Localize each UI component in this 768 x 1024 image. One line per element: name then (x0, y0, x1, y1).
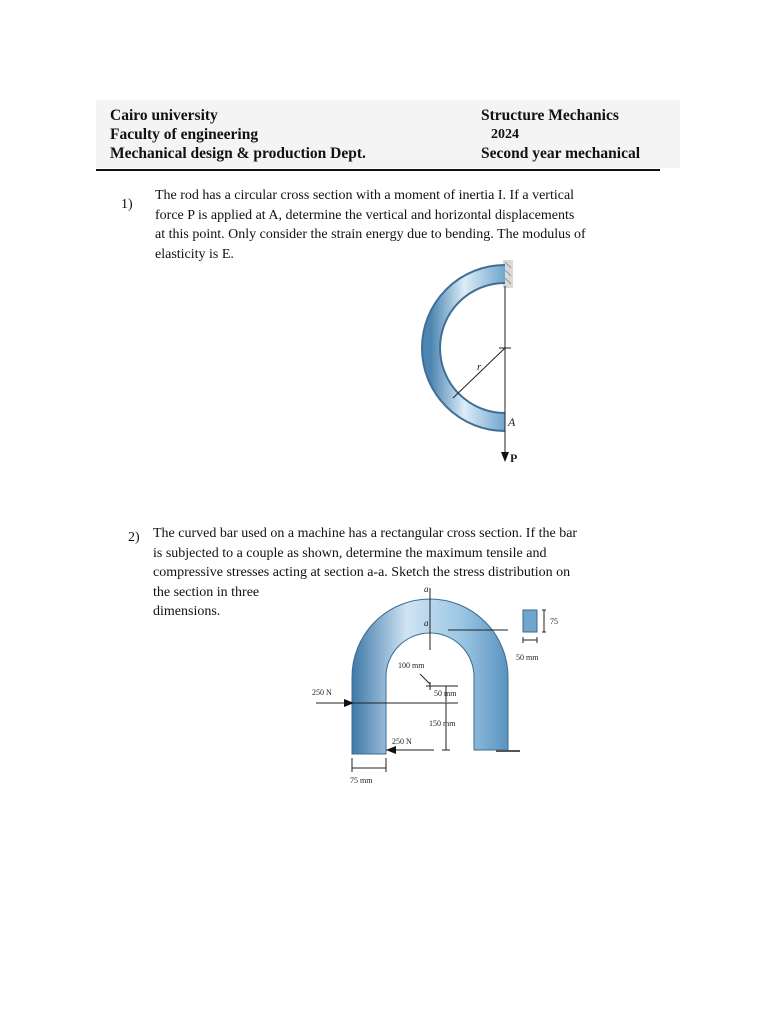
department-name: Mechanical design & production Dept. (110, 145, 366, 162)
question-2-line: dimensions. (153, 604, 221, 619)
cs-height-label: 75 (550, 617, 558, 626)
question-2-line: is subjected to a couple as shown, determine the maximum tensile and (153, 545, 547, 561)
course-title: Structure Mechanics (481, 107, 619, 124)
question-2-number: 2) (128, 530, 140, 545)
cs-width-label: 50 mm (516, 653, 539, 662)
dim-50-label: 50 mm (434, 689, 457, 698)
question-2-line: the section in three (153, 584, 260, 600)
cross-section (523, 610, 537, 632)
question-1-figure (415, 258, 535, 473)
question-1-line: elasticity is E. (155, 246, 234, 262)
question-1-text (155, 186, 625, 264)
force-inner-label: 250 N (392, 737, 412, 746)
point-a-label: A (508, 415, 516, 429)
question-2-line: compressive stresses acting at section a-a. Sketch the stress distribution on (153, 565, 571, 580)
dim-100-label: 100 mm (398, 661, 425, 670)
section-a-label-mid: a (424, 618, 429, 628)
university-name: Cairo university (110, 107, 218, 124)
force-p-label: P (510, 451, 518, 465)
question-1-number: 1) (121, 197, 133, 212)
question-1-line: force P is applied at A, determine the vertical and horizontal displacements (155, 207, 575, 223)
question-1-line: The rod has a circular cross section with a moment of inertia I. If a vertical (155, 188, 575, 203)
section-a-label-top: a (424, 584, 429, 594)
faculty-name: Faculty of engineering (110, 126, 259, 143)
header-rule (96, 169, 660, 171)
student-level: Second year mechanical (481, 145, 641, 162)
force-left-label: 250 N (312, 688, 332, 697)
dim-150-label: 150 mm (429, 719, 456, 728)
force-inner-arrow-head (386, 746, 396, 754)
dim-75-label: 75 mm (350, 776, 373, 785)
radius-label: r (477, 361, 482, 373)
question-2-figure (308, 582, 568, 792)
force-arrow-head (501, 452, 509, 462)
question-2-line: The curved bar used on a machine has a rectangular cross section. If the bar (153, 526, 578, 541)
question-1-line: at this point. Only consider the strain energy due to bending. The modulus of (155, 227, 586, 242)
course-year: 2024 (491, 127, 519, 142)
radius-line (453, 348, 505, 398)
